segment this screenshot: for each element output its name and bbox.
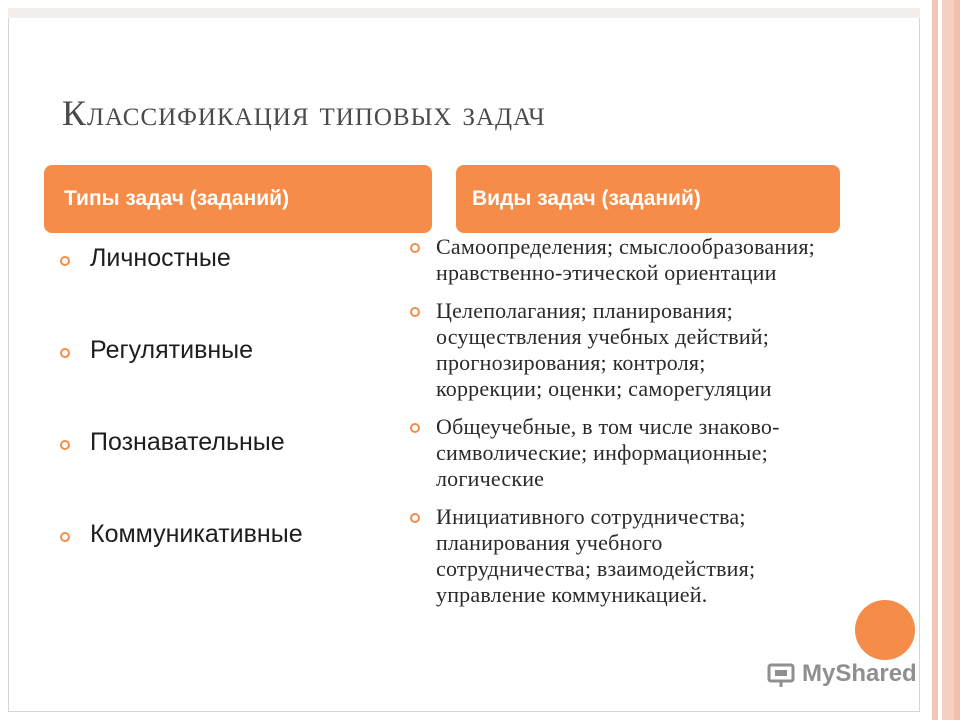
types-header [44,165,432,233]
types-header-label: Типы задач (заданий) [64,187,290,210]
type-label: Коммуникативные [90,520,303,548]
presentation-icon [766,659,796,689]
bullet-icon [60,256,70,266]
list-item [410,298,950,402]
bullet-icon [410,243,420,253]
list-item [60,420,390,512]
bullet-icon [60,532,70,542]
decor-stripe [954,0,960,720]
bullet-icon [410,307,420,317]
kinds-header-label: Виды задач (заданий) [472,187,701,210]
decor-circle [855,600,915,660]
kind-line: Самоопределения; смыслообразования; [436,234,815,259]
kind-line: Инициативного сотрудничества; [436,504,746,529]
bullet-icon [410,423,420,433]
type-label: Личностные [90,244,231,272]
kind-line: Общеучебные, в том числе знаково- [436,414,780,439]
type-label: Познавательные [90,428,285,456]
kind-line: планирования учебного [436,530,663,555]
bullet-icon [60,348,70,358]
bullet-icon [410,513,420,523]
kind-line: символические; информационные; [436,440,768,465]
kind-line: управление коммуникацией. [436,582,708,607]
kind-line: осуществления учебных действий; [436,324,770,349]
kind-line: прогнозирования; контроля; [436,350,706,375]
types-list [60,236,390,604]
kinds-list [410,234,950,620]
list-item [410,504,950,608]
watermark [766,656,917,692]
kind-line: коррекции; оценки; саморегуляции [436,376,772,401]
bullet-icon [60,440,70,450]
type-label: Регулятивные [90,336,254,364]
kind-line: Целеполагания; планирования; [436,298,733,323]
kind-line: логические [436,466,545,491]
list-item [410,234,950,286]
kind-line: сотрудничества; взаимодействия; [436,556,756,581]
list-item [410,414,950,492]
slide-title: Классификация типовых задач [62,93,546,133]
list-item [60,236,390,328]
kind-line: нравственно-этической ориентации [436,260,777,285]
list-item [60,328,390,420]
watermark-text: MyShared [802,660,917,687]
slide-frame-top [8,8,920,18]
list-item [60,512,390,604]
kinds-header [456,165,840,233]
